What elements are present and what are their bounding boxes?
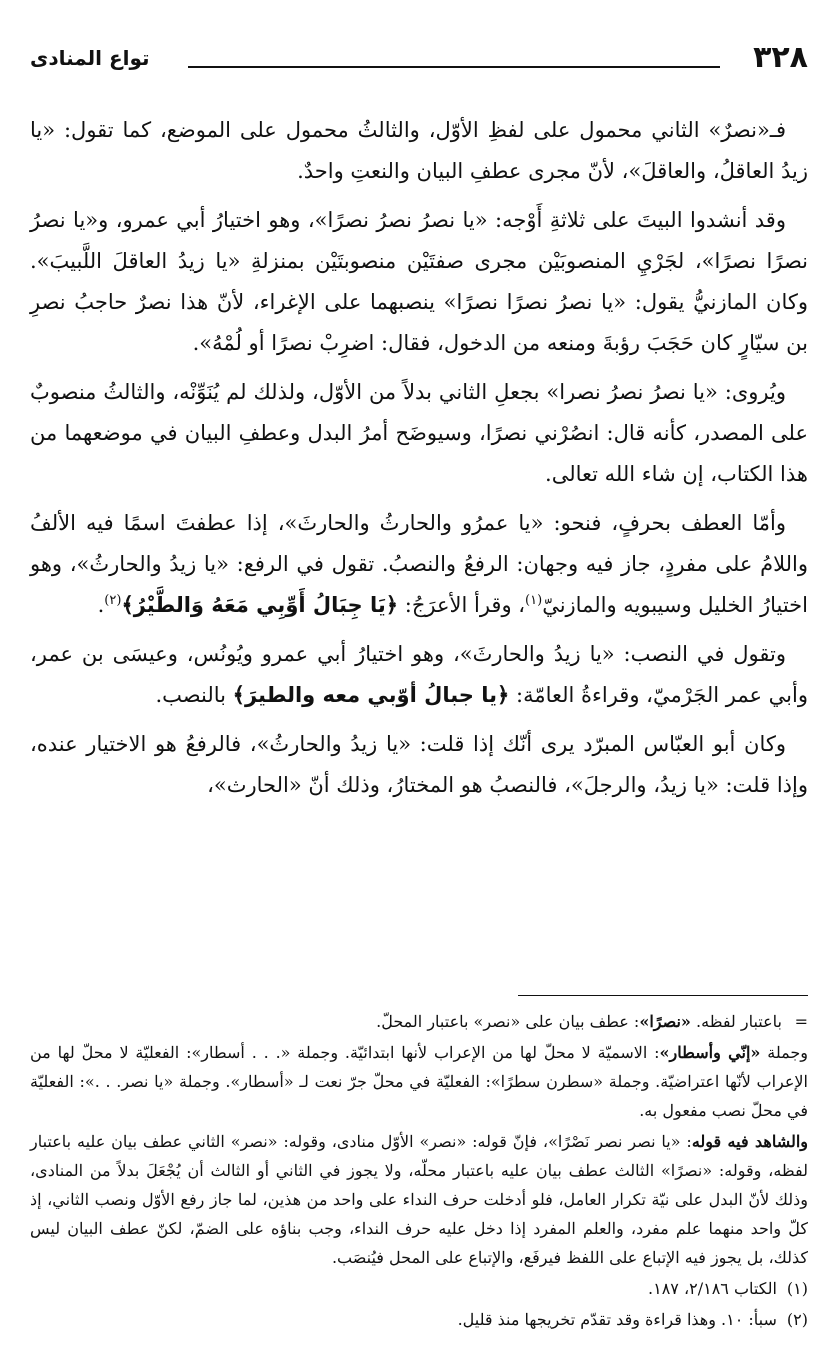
header-rule bbox=[188, 66, 720, 68]
paragraph-1: فـ«نصرٌ» الثاني محمول على لفظِ الأوّل، والثالثُ محمول على الموضع، كما تقول: «يا زيدُ العاقلُ، والعاقلَ»، لأنّ مجرى عطفِ البيان والنعتِ واحدٌ. bbox=[30, 118, 808, 183]
fn-cont-text-a: باعتبار لفظه. bbox=[690, 1012, 782, 1031]
paragraph-4-text-a: وأمّا العطف بحرفٍ، فنحو: «يا عمرُو والحارثُ والحارثَ»، إذا عطفتَ اسمًا فيه الألفُ واللامُ على مفردٍ، جاز فيه وجهان: الرفعُ والنصبُ. تقول في الرفع: «يا زيدُ والحارثُ»، وهو اختيارُ الخليل وسيبويه والمازنيّ bbox=[30, 511, 808, 617]
paragraph-4-end: . bbox=[97, 593, 105, 617]
footnote-2-number: (٢) bbox=[786, 1310, 808, 1329]
footnote-2 bbox=[30, 1305, 808, 1334]
page-header bbox=[30, 40, 808, 90]
page-number: ٣٢٨ bbox=[753, 40, 808, 75]
paragraph-6: وكان أبو العبّاس المبرّد يرى أنّك إذا قلت: «يا زيدُ والحارثُ»، فالرفعُ هو الاختيار عنده، وإذا قلت: «يا زيدُ، والرجلَ»، فالنصبُ هو المختارُ، وذلك أنّ «الحارث»، bbox=[30, 732, 808, 797]
main-text bbox=[30, 110, 808, 814]
footnote-ref-2: (٢) bbox=[104, 593, 122, 608]
fn-evidence-text: : «يا نصر نصر نَصْرًا»، فإنّ قوله: «نصر» الأوّل منادى، وقوله: «نصر» الثاني عطف بيان عليه باعتبار لفظه، وقوله: «نصرًا» الثالث عطف بيان عليه باعتبار محلّه، ولا يجوز في الثاني أو الثالث أن يُجْعَلَ بدلاً من المنادى، وذلك لأنّ البدل على نيّة تكرار العامل، فلو أدخلت حرف النداء على واحد من هذين، لما جاز رفع الأوّل ونصب الثاني، إذ كلّ واحد منهما علم مفرد، والعلم المفرد إذا دخل عليه حرف النداء، وجب بناؤه على الضمّ، لكنّ عطف البيان ليس كذلك، بل يجوز فيه الإتباع على اللفظ فيرفَع، والإتباع على المحل فيُنصَب. bbox=[30, 1132, 808, 1267]
continuation-mark: = bbox=[794, 1012, 808, 1031]
quran-verse-1: ﴿يَا جِبَالُ أَوِّبِي مَعَهُ وَالطَّيْرُ﴾ bbox=[121, 593, 399, 617]
fn-parsing-a: وجملة bbox=[760, 1043, 809, 1062]
quran-verse-2: ﴿يا جبالُ أوّبي معه والطيرَ﴾ bbox=[232, 683, 510, 707]
fn-parsing-b: : الاسميّة لا محلّ لها من الإعراب لأنها ابتدائيّة. وجملة «. . . أسطار»: الفعليّة لا محلّ لها من الإعراب لأنّها اعتراضيّة. وجملة «سطرن سطرًا»: الفعليّة في محلّ جرّ نعت لـ «أسطار». وجملة «يا نصر. . .»: الفعليّة في محلّ نصب مفعول به. bbox=[30, 1043, 808, 1120]
paragraph-2: وقد أنشدوا البيتَ على ثلاثةِ أَوْجه: «يا نصرُ نصرُ نصرًا»، وهو اختيارُ أبي عمرو، و«يا نصرُ نصرًا نصرًا»، لجَرْيِ المنصوبَيْن مجرى صفتَيْن منصوبتَيْن بمنزلةِ «يا زيدُ العاقلَ اللَّبيبَ». وكان المازنيُّ يقول: «يا نصرُ نصرًا نصرًا» ينصبهما على الإغراء، لأنّ هذا نصرٌ حاجبُ نصرِ بن سيّارٍ كان حَجَبَ رؤبةَ ومنعه من الدخول، فقال: اضرِبْ نصرًا أو لُمْهُ». bbox=[30, 208, 808, 355]
footnote-1-number: (١) bbox=[786, 1279, 808, 1298]
fn-parsing-bold: «إنّي وأسطار» bbox=[659, 1043, 761, 1062]
footnote-parsing bbox=[30, 1038, 808, 1125]
paragraph-4 bbox=[30, 503, 808, 626]
footnote-2-text: سبأ: ١٠. وهذا قراءة وقد تقدّم تخريجها منذ قليل. bbox=[457, 1310, 777, 1329]
paragraph-5-text-b: بالنصب. bbox=[155, 683, 233, 707]
footnote-1 bbox=[30, 1274, 808, 1303]
footnotes bbox=[30, 1007, 808, 1336]
footnote-rule bbox=[518, 995, 808, 996]
paragraph-4-text-b: ، وقرأ الأعرَجُ: bbox=[398, 593, 526, 617]
fn-evidence-bold: والشاهد فيه قوله bbox=[691, 1132, 809, 1151]
paragraph-5 bbox=[30, 634, 808, 716]
footnote-1-text: الكتاب ٢/١٨٦، ١٨٧. bbox=[648, 1279, 777, 1298]
paragraph-3: ويُروى: «يا نصرُ نصرُ نصرا» بجعلِ الثاني بدلاً من الأوّل، ولذلك لم يُنَوِّنْه، والثالثُ منصوبٌ على المصدر، كأنه قال: انصُرْني نصرًا، وسيوضَح أمرُ البدل وعطفِ البيان في موضعهما من هذا الكتاب، إن شاء الله تعالى. bbox=[30, 380, 808, 486]
footnote-ref-1: (١) bbox=[525, 593, 543, 608]
fn-cont-bold: «نصرًا» bbox=[639, 1012, 691, 1031]
running-title: تواع المنادى bbox=[30, 46, 150, 70]
paragraph-5-text-a: وتقول في النصب: «يا زيدُ والحارثَ»، وهو اختيارُ أبي عمرو ويُونُس، وعيسَى بن عمر، وأبي عمر الجَرْميّ، وقراءةُ العامّة: bbox=[30, 642, 808, 707]
footnote-continuation-line bbox=[30, 1007, 808, 1036]
fn-cont-text-b: : عطف بيان على «نصر» باعتبار المحلّ. bbox=[376, 1012, 640, 1031]
footnote-evidence bbox=[30, 1127, 808, 1272]
